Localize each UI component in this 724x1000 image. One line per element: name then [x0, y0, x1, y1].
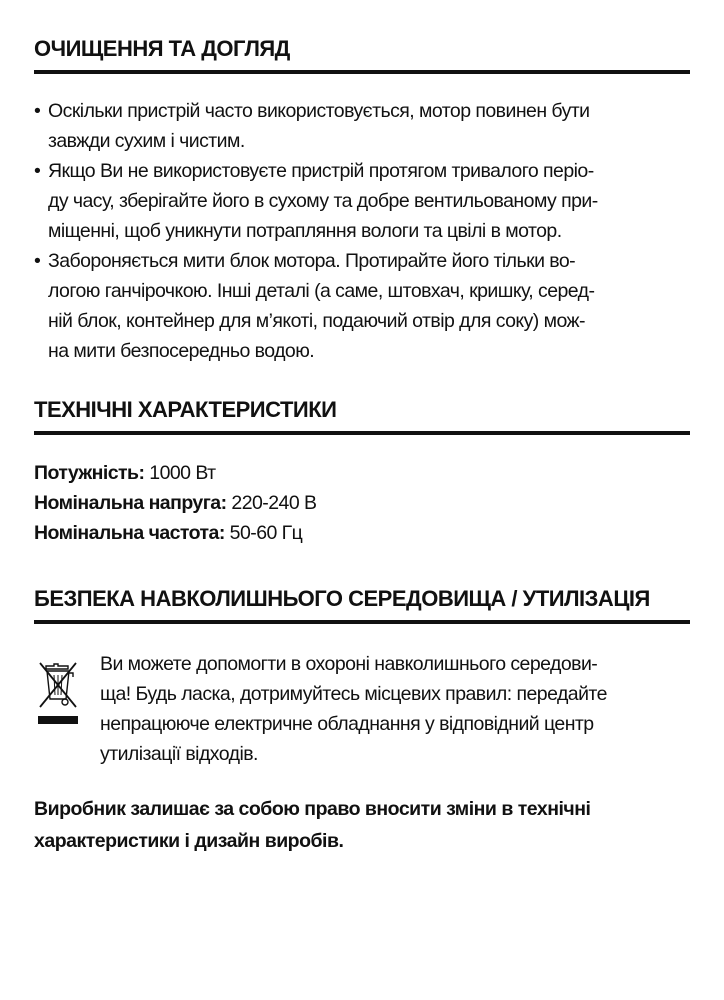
- spec-voltage-label: Номінальна напруга:: [34, 492, 227, 514]
- environment-section: [34, 586, 690, 624]
- care-bullet-2: [34, 156, 690, 246]
- environment-notice-text: [100, 649, 690, 769]
- specs-section-title: ТЕХНІЧНІ ХАРАКТЕРИСТИКИ: [34, 397, 337, 422]
- environment-line-4: утилізації відходів.: [100, 743, 258, 765]
- environment-section-title: БЕЗПЕКА НАВКОЛИШНЬОГО СЕРЕДОВИЩА / УТИЛІЗАЦІЯ: [34, 586, 650, 611]
- bullet-dot: •: [34, 100, 41, 122]
- care-bullet-3-line-3: ній блок, контейнер для м’якоті, подаючий отвір для соку) мож-: [48, 310, 585, 332]
- spec-voltage: [34, 488, 690, 518]
- care-bullet-2-line-2: ду часу, зберігайте його в сухому та добре вентильованому при-: [48, 190, 598, 212]
- disclaimer-line-1: Виробник залишає за собою право вносити зміни в технічні: [34, 798, 591, 820]
- care-bullet-3: [34, 246, 690, 366]
- disclaimer-line-2: характеристики і дизайн виробів.: [34, 830, 344, 852]
- bullet-dot: •: [34, 250, 41, 272]
- spec-frequency: [34, 518, 690, 548]
- care-bullet-2-line-3: міщенні, щоб уникнути потрапляння вологи та цвілі в мотор.: [48, 220, 562, 242]
- care-bullet-2-line-1: Якщо Ви не використовуєте пристрій протягом тривалого періо-: [48, 160, 594, 182]
- environment-line-2: ща! Будь ласка, дотримуйтесь місцевих правил: передайте: [100, 683, 607, 705]
- crossed-out-wheelie-bin-icon: [36, 655, 80, 727]
- spec-power-value: 1000 Вт: [144, 462, 216, 484]
- spec-power-label: Потужність:: [34, 462, 145, 484]
- care-bullet-3-line-2: логою ганчірочкою. Інші деталі (а саме, штовхач, кришку, серед-: [48, 280, 595, 302]
- manufacturer-disclaimer: [34, 793, 690, 857]
- care-section-title: ОЧИЩЕННЯ ТА ДОГЛЯД: [34, 36, 290, 61]
- care-bullet-1-line-1: Оскільки пристрій часто використовується, мотор повинен бути: [48, 100, 590, 122]
- spec-frequency-label: Номінальна частота:: [34, 522, 225, 544]
- care-bullet-list: [34, 96, 690, 366]
- environment-notice: [34, 649, 690, 769]
- care-bullet-3-line-1: Забороняється мити блок мотора. Протирайте його тільки во-: [48, 250, 576, 272]
- care-bullet-1: [34, 96, 690, 156]
- environment-line-3: непрацююче електричне обладнання у відповідний центр: [100, 713, 594, 735]
- care-bullet-1-line-2: завжди сухим і чистим.: [48, 130, 245, 152]
- bullet-dot: •: [34, 160, 41, 182]
- care-bullet-3-line-4: на мити безпосередньо водою.: [48, 340, 315, 362]
- environment-section-rule: [34, 620, 690, 624]
- spec-voltage-value: 220-240 В: [226, 492, 317, 514]
- care-section-rule: [34, 70, 690, 74]
- specs-list: [34, 458, 690, 548]
- specs-section-rule: [34, 431, 690, 435]
- specs-section: [34, 397, 690, 435]
- environment-line-1: Ви можете допомогти в охороні навколишнього середови-: [100, 653, 598, 675]
- spec-power: [34, 458, 690, 488]
- care-section: [34, 36, 690, 74]
- spec-frequency-value: 50-60 Гц: [224, 522, 303, 544]
